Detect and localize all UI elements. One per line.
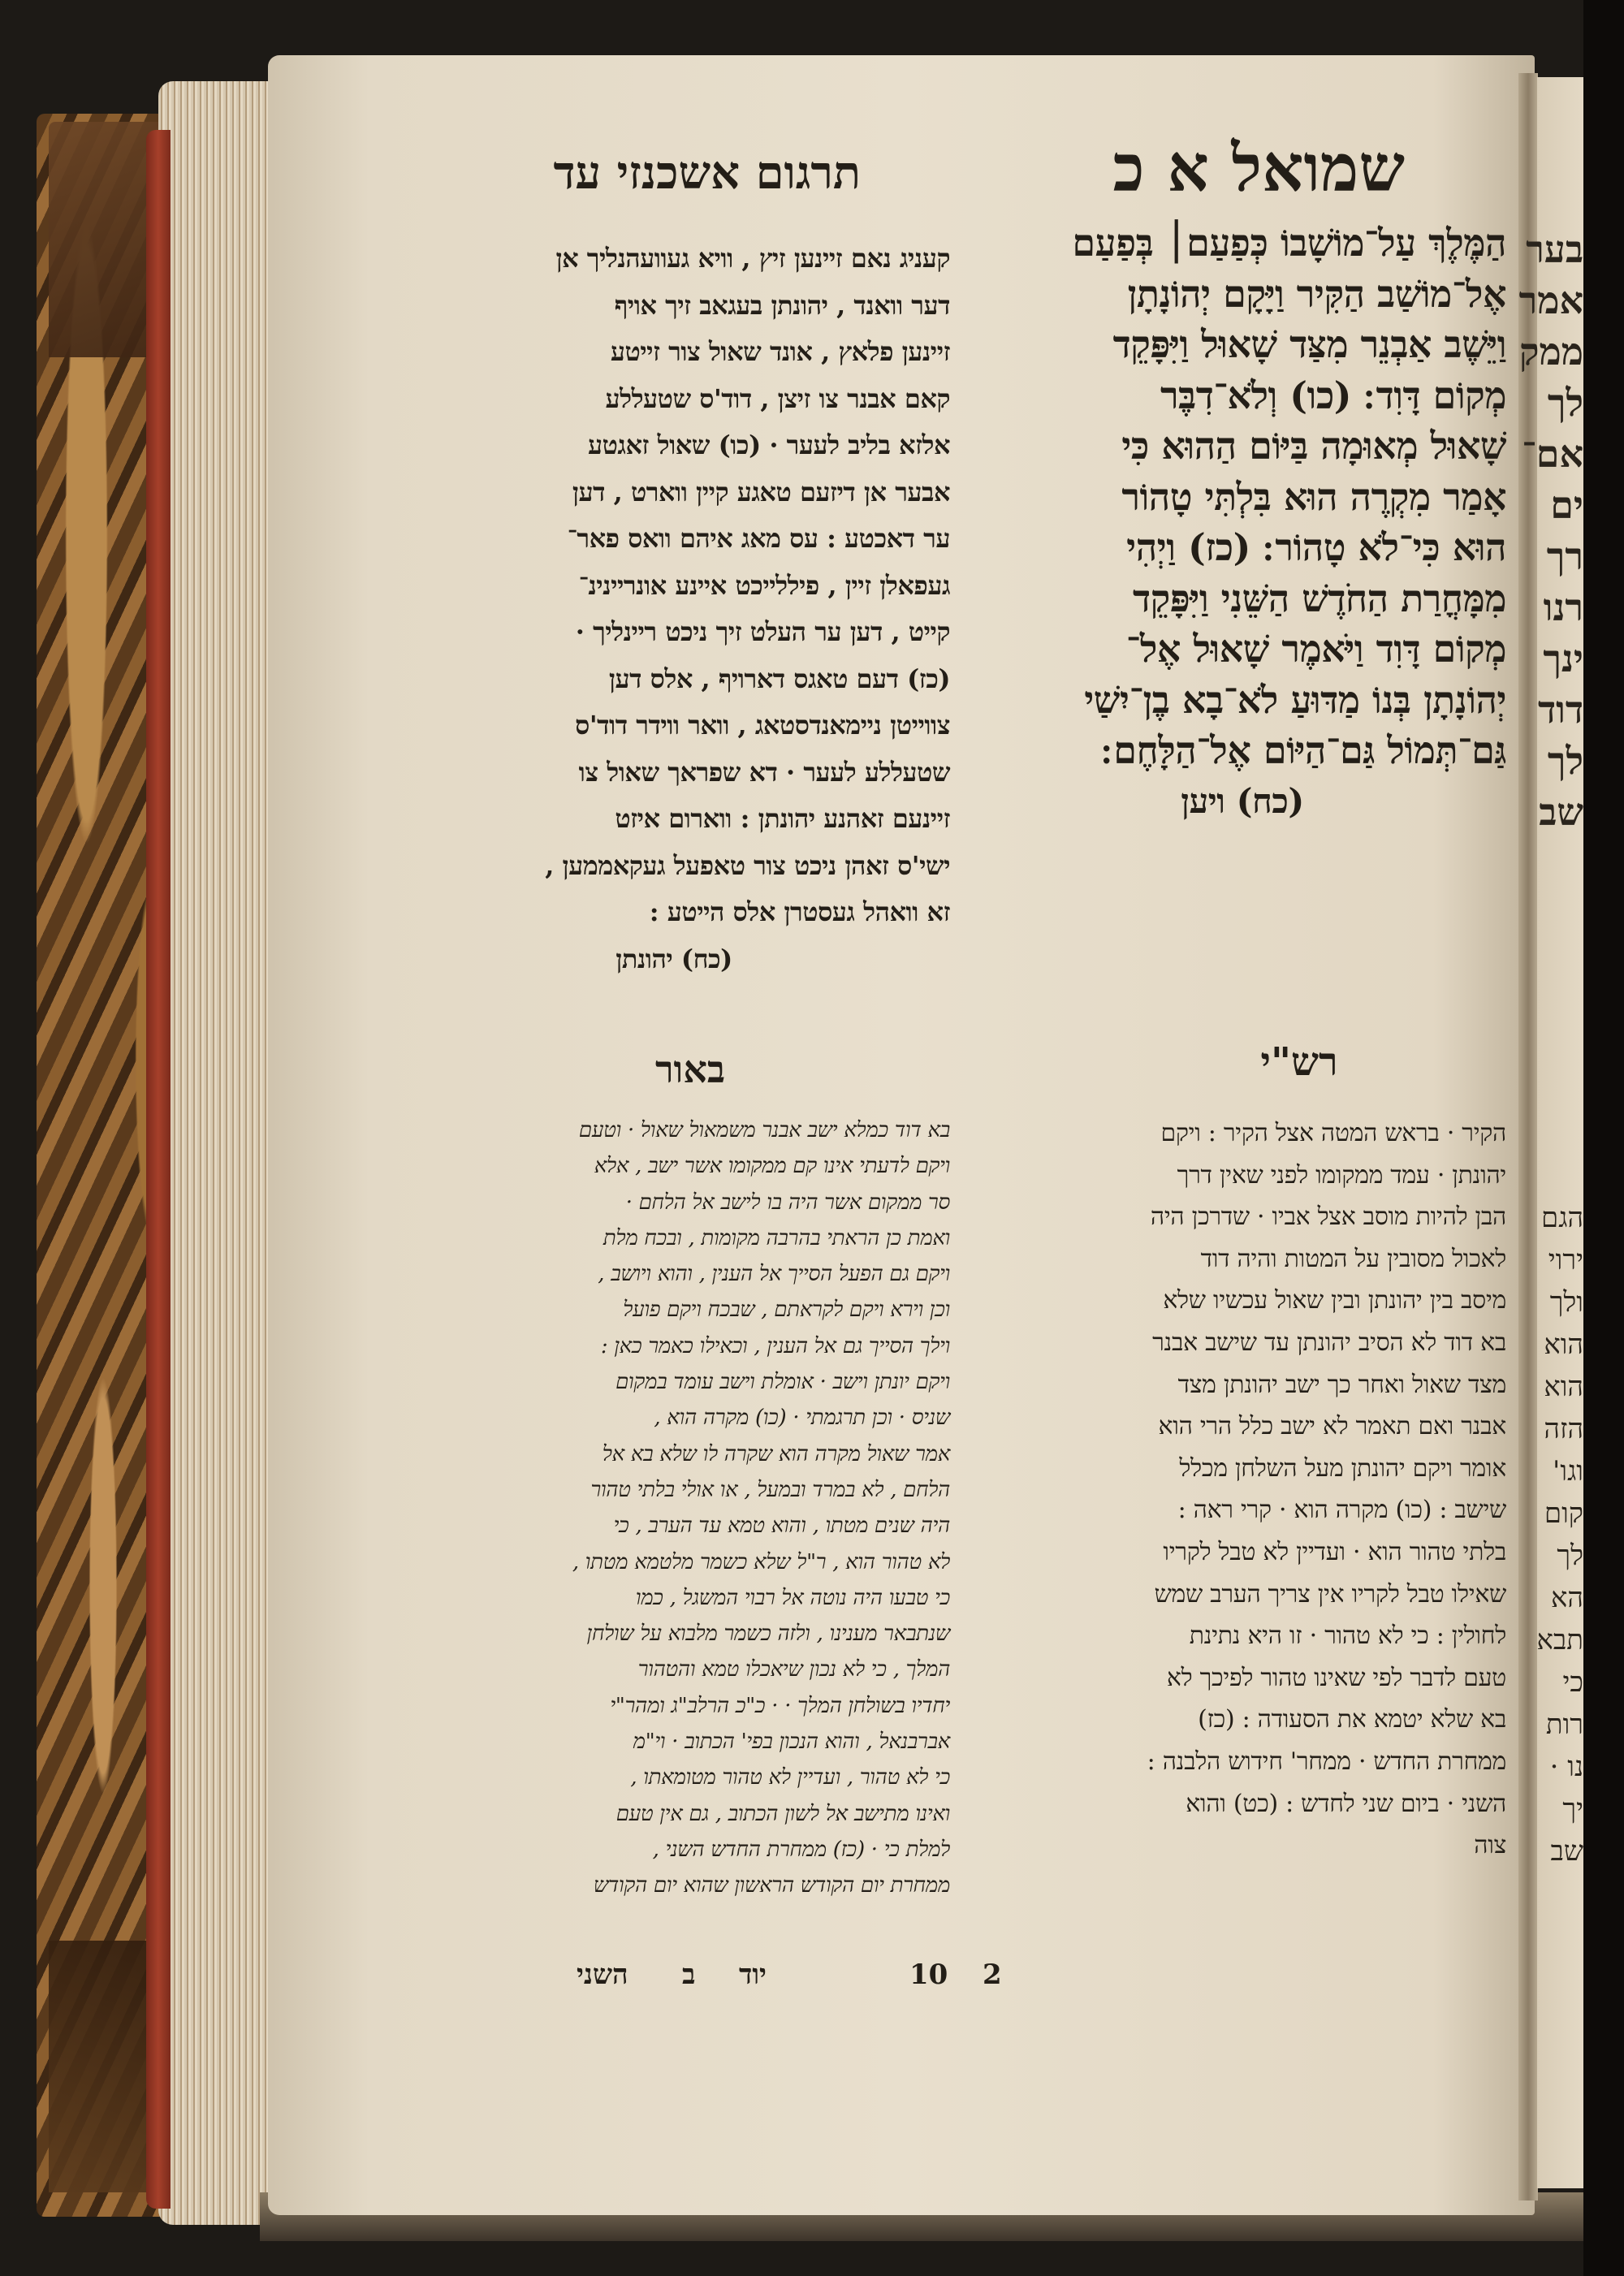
verse-line: שָׁאוּל מְאוּמָה בַּיּוֹם הַהוּא כִּי [1121, 424, 1506, 468]
facing-page-lower-fragment: הגם [1541, 1202, 1583, 1234]
facing-page-fragment: שב [1539, 790, 1583, 834]
facing-page-fragment: ינך [1543, 637, 1583, 680]
rashi-line: בא דוד לא הסיב יהונתן עד שישב אבנר [1152, 1328, 1506, 1357]
footer-bet: ב [682, 1959, 696, 1991]
biur-line: ויקם גם הפעל הסייך אל הענין , והוא ויושב , [598, 1262, 950, 1287]
facing-page-fragment: אמר [1518, 279, 1583, 322]
biur-line: וילך הסייך גם אל הענין , וכאילו כאמר כאן : [600, 1333, 950, 1358]
verse-line: וַיֵּשֶׁב אַבְנֵר מִצַּד שָׁאוּל וַיִּפָּקֵד [1112, 322, 1506, 366]
biur-line: ואמת כן הראתי בהרבה מקומות , ובכח מלת [603, 1225, 950, 1250]
rashi-line: השני · ביום שני לחדש : (כט) והוא [1186, 1789, 1506, 1818]
verse-catchword: (כח) ויען [1181, 780, 1304, 821]
biur-line: ממחרת יום הקודש הראשון שהוא יום הקודש [593, 1873, 950, 1898]
translation-line: אלזא בליב לעער · (כו) שאול זאגטע [587, 430, 950, 460]
facing-page-fragment: רך [1546, 534, 1583, 578]
biur-line: ויקם יונתן וישב · אומלת וישב עומד במקום [615, 1370, 950, 1395]
facing-page-fragment: לך [1547, 739, 1583, 783]
biur-line: אברבנאל , והוא הנכון בפי' הכתוב · וי"מ [633, 1730, 950, 1755]
translation-line: געפאלן זיין , פיללייכט איינע אונריינינ־ [578, 569, 950, 601]
facing-page-lower-fragment: רות [1545, 1708, 1583, 1741]
rashi-line: בא שלא יטמא את הסעודה : (כז) [1198, 1705, 1506, 1734]
biur-line: הלחם , לא במרד ובמעל , או אולי בלתי טהור [590, 1477, 950, 1502]
footer-page-number: 2 [983, 1959, 1002, 1991]
facing-page-lower-fragment: הוא [1544, 1371, 1583, 1403]
rashi-commentary [978, 1112, 1506, 1867]
rashi-line: אומר ויקם יהונתן מעל השלחן מכלל [1179, 1453, 1506, 1483]
facing-page-fragment: לך [1547, 381, 1583, 425]
translation-line: קעניג נאם זיינען זיץ , וויא געוועהנליך אן [555, 243, 950, 274]
facing-page-fragment: אם־ [1522, 432, 1583, 476]
verse-line: מְקוֹם דָּוִד ׃ (כו) וְלֹא־דִבֶּר [1160, 373, 1506, 417]
translation-line: זא וואהל געסטרן אלס הייטע : [649, 896, 950, 927]
verse-line: הוּא כִּי־לֹא טָהוֹר ׃ (כז) וַיְהִי [1126, 525, 1506, 569]
facing-page-fragment: ממק [1518, 330, 1583, 374]
rashi-title: רש"י [1260, 1039, 1338, 1085]
biur-line: וכן וירא ויקם לקראתם , שבכח ויקם פועל [623, 1298, 950, 1323]
facing-page-lower-fragment: לך [1557, 1540, 1583, 1572]
facing-page-lower-fragment: ולך [1549, 1286, 1583, 1319]
facing-page-lower-fragment: הוא [1544, 1328, 1583, 1361]
footer-signature: השני [577, 1959, 628, 1991]
translation-line: דער וואנד , יהונתן בעגאב זיך אויף [614, 289, 950, 321]
rashi-line: הבן להיות מוסב אצל אביו · שדרכן היה [1150, 1203, 1506, 1232]
rashi-line: שישב : (כו) מקרה הוא · קרי ראה : [1177, 1496, 1506, 1525]
facing-page-fragment: ים [1550, 483, 1583, 527]
biur-line: כי טבעו היה נוטה אל רבוי המשגל , כמו [635, 1585, 950, 1610]
biur-line: שנתבאר מענינו , ולזה כשמר מלבוא על שולחן [586, 1622, 950, 1647]
translation-line: ישי'ס זאהן ניכט צור טאפעל געקאממען , [545, 849, 950, 881]
translation-line: (כז) דעם טאגס דארויף , אלס דען [608, 663, 950, 694]
facing-page-lower-fragment: הזה [1544, 1413, 1583, 1445]
rashi-line: לאכול מסובין על המטות והיה דוד [1200, 1244, 1506, 1273]
facing-page-lower-fragment: הא [1551, 1582, 1583, 1614]
rashi-line: לחולין : כי לא טהור · זו היא נתינת [1189, 1622, 1506, 1651]
biur-line: יחדיו בשולחן המלך · · כ"כ הרלב"ג ומהר"י [610, 1693, 950, 1718]
footer-yod: יוד [739, 1959, 767, 1991]
biur-line: בא דוד כמלא ישב אבנר משמאול שאול · וטעם [578, 1118, 950, 1142]
translation-line: שטעללע לעער · דא שפראך שאול צו [578, 756, 950, 788]
facing-page-lower-fragment: נו · [1549, 1751, 1583, 1783]
facing-page-lower-fragment: וגו' [1553, 1455, 1583, 1488]
biur-line: היה שנים מטתו , והוא טמא עד הערב , כי [613, 1514, 950, 1539]
rashi-catchword: צוה [1474, 1831, 1506, 1860]
biur-line: ויקם לדעתי אינו קם ממקומו אשר ישב , אלא [594, 1154, 950, 1179]
facing-page-lower-fragment: שב [1550, 1835, 1583, 1868]
facing-page-lower-fragment: קום [1544, 1497, 1583, 1530]
facing-page-fragment: רנו [1543, 585, 1583, 629]
biur-line: ואינו מתישב אל לשון הכתוב , גם אין טעם [615, 1801, 950, 1826]
verse-line: גַּם־תְּמוֹל גַּם־הַיּוֹם אֶל־הַלָּחֶם ׃ [1101, 728, 1506, 772]
translation-line: זיינען פלאץ , אונד שאול צור זייטע [610, 336, 950, 367]
rashi-line: טעם לדבר לפי שאינו טהור לפיכך לא [1166, 1663, 1506, 1692]
verse-line: הַמֶּלֶךְ עַל־מוֹשָׁבוֹ כְּפַעַם׀ בְּפַעַם [1072, 221, 1506, 265]
biur-line: שניס · וכן תרגמתי · (כו) מקרה הוא , [654, 1406, 950, 1431]
biur-title: באור [654, 1047, 726, 1091]
rashi-line: מצד שאול ואחר כך ישב יהונתן מצד [1177, 1370, 1506, 1399]
facing-page-fragment: בער [1526, 227, 1583, 271]
facing-page-fragment: דוד [1537, 688, 1583, 732]
verse-column [978, 218, 1506, 827]
running-header-translation: תרגום אשכנזי עד [553, 146, 861, 200]
running-header-book: שמואל א כ [1112, 130, 1405, 206]
facing-page [1518, 77, 1583, 2188]
rashi-line: יהונתן · עמד ממקומו לפני שאין דרך [1177, 1160, 1506, 1190]
translation-column [398, 235, 950, 983]
rashi-line: בלתי טהור הוא · ועדיין לא טבל לקריו [1163, 1537, 1506, 1566]
translation-line: קייט , דען ער העלט זיך ניכט ריינליך · [575, 616, 950, 647]
facing-page-lower-fragment: תבא [1536, 1624, 1583, 1656]
red-page-edge [146, 130, 171, 2209]
rashi-line: ממחרת החדש · ממחר' חידוש הלבנה : [1147, 1747, 1506, 1776]
verse-line: אֶל־מוֹשַׁב הַקִּיר וַיָּקָם יְהוֹנָתָן [1127, 271, 1506, 316]
translation-catchword: (כח) יהונתן [615, 943, 732, 974]
footer-folio: 10 [909, 1959, 948, 1991]
facing-page-lower-fragment: כי [1562, 1666, 1583, 1699]
biur-line: המלך , כי לא נכון שיאכלו טמא והטהור [637, 1657, 950, 1682]
page-gutter [1518, 73, 1538, 2200]
biur-line: למלת כי · (כז) ממחרת החדש השני , [652, 1837, 950, 1862]
verse-line: אָמַר מִקְרֶה הוּא בִּלְתִּי טָהוֹר [1121, 474, 1506, 519]
biur-line: אמר שאול מקרה הוא שקרה לו שלא בא אל [602, 1441, 950, 1466]
facing-page-lower-fragment: יך [1562, 1793, 1583, 1825]
background-right [1583, 0, 1624, 2276]
translation-line: ער דאכטע : עס מאג איהם וואס פאר־ [567, 523, 950, 554]
biur-line: כי לא טהור , ועדיין לא טהור מטומאתו , [630, 1765, 950, 1790]
translation-line: זיינעם זאהנע יהונתן : ווארום איזט [615, 803, 950, 834]
biur-commentary [398, 1112, 950, 1904]
rashi-line: שאילו טבל לקריו אין צריך הערב שמש [1154, 1579, 1506, 1609]
biur-line: לא טהור הוא , ר"ל שלא כשמר מלטמא מטתו , [572, 1549, 950, 1574]
page-footer [568, 1959, 1023, 1999]
verse-line: מִמָּחֳרַת הַחֹדֶשׁ הַשֵּׁנִי וַיִּפָּקֵד [1133, 576, 1506, 620]
rashi-line: הקיר · בראש המטה אצל הקיר : ויקם [1160, 1119, 1506, 1147]
verse-line: מְקוֹם דָּוִד וַיֹּאמֶר שָׁאוּל אֶל־ [1125, 627, 1506, 671]
facing-page-lower-fragment: ירוי [1548, 1244, 1583, 1276]
biur-line: סר ממקום אשר היה בו לישב אל הלחם · [625, 1190, 950, 1215]
verse-line: יְהוֹנָתָן בְּנוֹ מַדּוּעַ לֹא־בָא בֶן־יִשַׁי [1084, 677, 1506, 722]
translation-line: קאם אבנר צו זיצן , דוד'ס שטעללע [605, 382, 950, 414]
rashi-line: מיסב בין יהונתן ובין שאול עכשיו שלא [1163, 1286, 1506, 1315]
translation-line: צווייטן ניימאנדסטאג , וואר ווידר דוד'ס [575, 710, 950, 741]
rashi-line: אבנר ואם תאמר לא ישב כלל הרי הוא [1158, 1412, 1506, 1441]
translation-line: אבער אן דיזעם טאגע קיין ווארט , דען [572, 476, 950, 507]
